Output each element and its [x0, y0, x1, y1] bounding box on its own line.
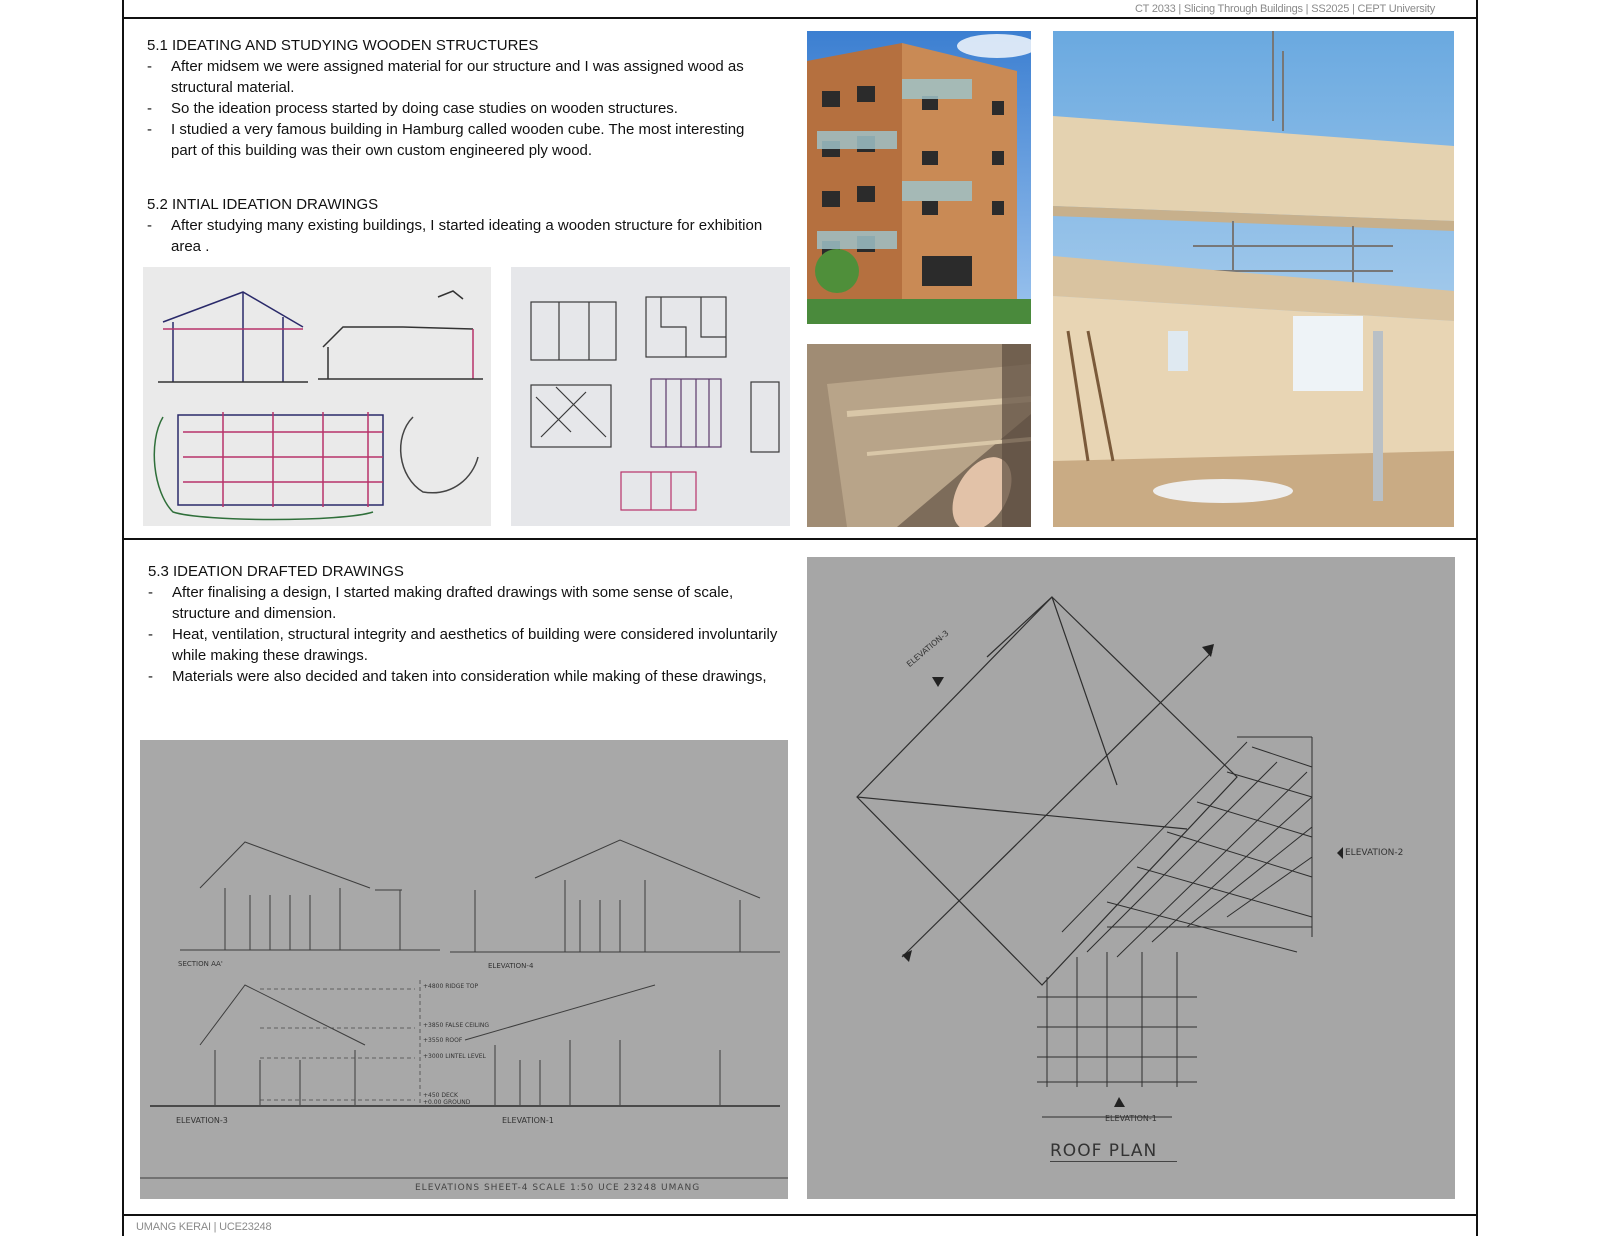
bullet-item: - Heat, ventilation, structural integrity and aesthetics of building were considered involuntarily while making these drawings. [148, 624, 788, 666]
elevation-1-marker-label: ELEVATION-1 [1105, 1114, 1157, 1123]
bullet-item: - After studying many existing buildings, I started ideating a wooden structure for exhibition area . [147, 215, 767, 257]
bullet-item: - Materials were also decided and taken into consideration while making of these drawings, [148, 666, 788, 687]
elevation-1-label: ELEVATION-1 [502, 1116, 554, 1125]
elevation-4-label: ELEVATION-4 [488, 962, 534, 970]
level-roof: +3550 ROOF [423, 1037, 463, 1044]
level-deck: +450 DECK [423, 1092, 458, 1099]
section-5-2-bullets [147, 215, 767, 257]
level-lintel: +3000 LINTEL LEVEL [423, 1053, 486, 1060]
elevation-2-marker-label: ELEVATION-2 [1345, 848, 1404, 858]
section-5-3-title: 5.3 IDEATION DRAFTED DRAWINGS [148, 563, 404, 580]
frame-bottom-rule [122, 1214, 1478, 1216]
section-5-1-title: 5.1 IDEATING AND STUDYING WOODEN STRUCTURES [147, 37, 539, 54]
photo-clt-construction [1053, 31, 1454, 527]
roof-plan-sheet [807, 557, 1455, 1199]
section-5-1 [147, 35, 747, 161]
ideation-sketch-colored [143, 267, 491, 526]
frame-middle-rule [122, 538, 1478, 540]
section-5-2 [147, 194, 767, 257]
photo-engineered-plywood [807, 344, 1031, 527]
frame-right-border [1476, 0, 1478, 1236]
section-5-3 [148, 561, 788, 687]
sheet-title-strip: ELEVATIONS SHEET-4 SCALE 1:50 UCE 23248 UMANG [415, 1183, 701, 1193]
bullet-item: - After midsem we were assigned material for our structure and I was assigned wood as structural material. [147, 56, 747, 98]
photo-wooden-cube-building [807, 31, 1031, 324]
frame-left-border [122, 0, 124, 1236]
drafted-elevations-sheet [140, 740, 788, 1199]
level-ridge: +4800 RIDGE TOP [423, 983, 479, 990]
bullet-item: - So the ideation process started by doing case studies on wooden structures. [147, 98, 747, 119]
ideation-sketch-partitions [511, 267, 790, 526]
elevation-3-marker-label: ELEVATION-3 [905, 628, 951, 669]
level-ground: +0.00 GROUND [423, 1099, 471, 1106]
bullet-item: - After finalising a design, I started making drafted drawings with some sense of scale, structure and dimension. [148, 582, 788, 624]
bullet-item: - I studied a very famous building in Hamburg called wooden cube. The most interesting part of this building was their own custom engineered ply wood. [147, 119, 747, 161]
course-header: CT 2033 | Slicing Through Buildings | SS2025 | CEPT University [1134, 3, 1435, 15]
author-footer: UMANG KERAI | UCE23248 [136, 1221, 272, 1233]
level-false-ceiling: +3850 FALSE CEILING [423, 1022, 490, 1029]
elevation-3-label: ELEVATION-3 [176, 1116, 228, 1125]
frame-top-rule [122, 17, 1478, 19]
roof-plan-title: ROOF PLAN [1050, 1141, 1177, 1162]
section-5-1-bullets [147, 56, 747, 161]
section-aa-label: SECTION AA' [178, 960, 223, 968]
section-5-2-title: 5.2 INTIAL IDEATION DRAWINGS [147, 196, 379, 213]
section-5-3-bullets [148, 582, 788, 687]
